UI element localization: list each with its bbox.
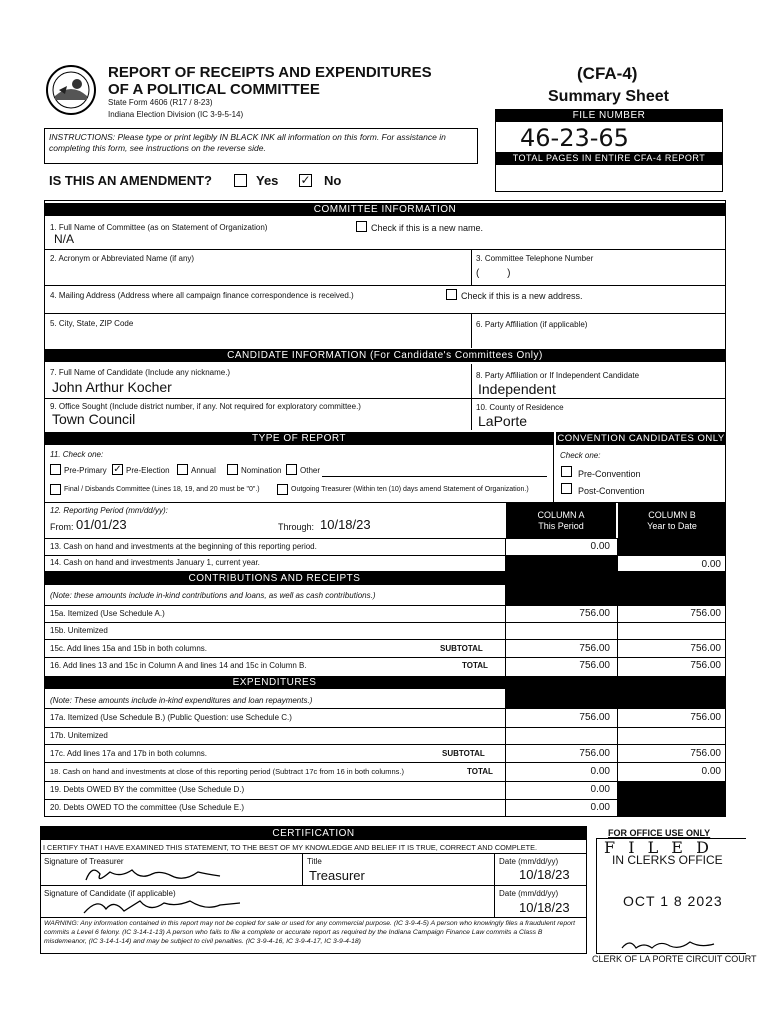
candidate-info-band: CANDIDATE INFORMATION (For Candidate's Committees Only) [44, 349, 726, 362]
treasurer-signature[interactable] [80, 862, 230, 886]
line13-col-a[interactable]: 0.00 [590, 541, 610, 552]
line14-col-a-blocked [506, 555, 617, 605]
certification-statement: I CERTIFY THAT I HAVE EXAMINED THIS STATEMENT, TO THE BEST OF MY KNOWLEDGE AND BELIEF IT IS TRUE, CORRECT AND COMPLETE. [43, 843, 537, 852]
county-value[interactable]: LaPorte [478, 413, 528, 429]
line14-col-b[interactable]: 0.00 [701, 559, 721, 570]
reporting-period-label: 12. Reporting Period (mm/dd/yy): [50, 506, 168, 515]
nomination-label: Nomination [241, 466, 282, 475]
pre-election-label: Pre-Election [126, 466, 170, 475]
contributions-band: CONTRIBUTIONS AND RECEIPTS [44, 572, 505, 585]
line18-col-a[interactable]: 0.00 [590, 766, 610, 777]
final-checkbox[interactable] [50, 484, 61, 495]
for-office-use-label: FOR OFFICE USE ONLY [608, 828, 711, 838]
total-pages-label: TOTAL PAGES IN ENTIRE CFA-4 REPORT [495, 152, 723, 165]
line15c-label: 15c. Add lines 15a and 15b in both columns. [50, 644, 207, 653]
field6-label: 6. Party Affiliation (if applicable) [476, 320, 588, 329]
line17c-subtotal-label: SUBTOTAL [442, 749, 485, 758]
check-one-label: 11. Check one: [50, 450, 104, 459]
line14-label: 14. Cash on hand and investments January 1, current year. [50, 558, 260, 567]
form-title-line2: OF A POLITICAL COMMITTEE [108, 81, 320, 98]
line20-label: 20. Debts OWED TO the committee (Use Schedule E.) [50, 803, 244, 812]
line16-total-label: TOTAL [462, 661, 488, 670]
field5-label: 5. City, State, ZIP Code [50, 319, 134, 328]
line13-label: 13. Cash on hand and investments at the beginning of this reporting period. [50, 542, 317, 551]
other-label: Other [300, 466, 321, 475]
treasurer-signature-label: Signature of Treasurer [44, 857, 124, 866]
line15a-label: 15a. Itemized (Use Schedule A.) [50, 609, 165, 618]
through-label: Through: [278, 522, 315, 532]
instructions-box [44, 128, 478, 164]
warning-text: WARNING: Any information contained in this report may not be copied for sale or used for any commercial purpose. (IC 3-9-4-5) A person who knowingly files a fraudulent report commits a Level 6 felony. (IC 3-14-1-13) A person who fails to file a complete or accurate report as required by the Indiana Campaign Finance Law commits a Class B misdemeanor, (IC 3-14-1-14) and may be subject to civil penalties. (IC 3-9-4-16, IC 3-9-4-17, IC 3-9-4-18) [44, 920, 576, 945]
line15a-col-b[interactable]: 756.00 [690, 608, 721, 619]
amendment-no-checkbox[interactable]: ✓ [300, 173, 311, 187]
outgoing-treasurer-checkbox[interactable] [277, 484, 288, 495]
file-number-value: 46-23-65 [520, 124, 629, 152]
field2-label: 2. Acronym or Abbreviated Name (if any) [50, 254, 195, 263]
line17a-col-a[interactable]: 756.00 [579, 712, 610, 723]
line19-col-a[interactable]: 0.00 [590, 784, 610, 795]
clerks-office-stamp: IN CLERKS OFFICE [612, 853, 723, 867]
line16-col-b[interactable]: 756.00 [690, 660, 721, 671]
line18-total-label: TOTAL [467, 767, 493, 776]
certification-band: CERTIFICATION [40, 827, 587, 840]
line15b-label: 15b. Unitemized [50, 626, 108, 635]
form-code: (CFA-4) [577, 64, 638, 83]
title-value[interactable]: Treasurer [309, 868, 365, 883]
type-of-report-band: TYPE OF REPORT [44, 432, 554, 445]
annual-label: Annual [191, 466, 216, 475]
field8-label: 8. Party Affiliation or If Independent Candidate [476, 371, 640, 380]
state-form-number: State Form 4606 (R17 / 8-23) [108, 98, 213, 107]
committee-phone-value[interactable]: ( ) [476, 268, 511, 279]
filed-stamp: F I L E D [604, 838, 713, 857]
column-b-subtitle: Year to Date [647, 521, 697, 531]
date2-label: Date (mm/dd/yy) [499, 889, 559, 898]
line15c-col-b[interactable]: 756.00 [690, 643, 721, 654]
field7-label: 7. Full Name of Candidate (Include any nickname.) [50, 368, 231, 377]
line15a-col-a[interactable]: 756.00 [579, 608, 610, 619]
filed-date-stamp: OCT 1 8 2023 [623, 893, 723, 909]
candidate-signature-label: Signature of Candidate (if applicable) [44, 889, 176, 898]
outgoing-treasurer-label: Outgoing Treasurer (Within ten (10) days amend Statement of Organization.) [291, 486, 529, 493]
instructions-text: INSTRUCTIONS: Please type or print legibly IN BLACK INK all information on this form. For assistance in completing this form, see instructions on the reverse side. [49, 132, 446, 153]
annual-checkbox[interactable] [177, 464, 188, 475]
line17b-label: 17b. Unitemized [50, 731, 108, 740]
office-sought-value[interactable]: Town Council [52, 411, 136, 427]
from-date-value[interactable]: 01/01/23 [76, 517, 127, 532]
summary-sheet-title: Summary Sheet [548, 88, 669, 105]
indiana-state-seal [45, 64, 97, 116]
expenditures-note: (Note: These amounts include in-kind expenditures and loan repayments.) [50, 696, 313, 705]
line15c-col-a[interactable]: 756.00 [579, 643, 610, 654]
date1-value[interactable]: 10/18/23 [519, 867, 570, 882]
title-label: Title [307, 857, 322, 866]
form-title-line1: REPORT OF RECEIPTS AND EXPENDITURES [108, 64, 432, 81]
amendment-question: IS THIS AN AMENDMENT? [49, 173, 212, 188]
new-address-label: Check if this is a new address. [461, 291, 583, 301]
amendment-yes-label: Yes [256, 173, 279, 188]
column-a-subtitle: This Period [538, 521, 584, 531]
line20-col-a[interactable]: 0.00 [590, 802, 610, 813]
field4-label: 4. Mailing Address (Address where all campaign finance correspondence is received.) [50, 291, 354, 300]
party-affiliation-value[interactable]: Independent [478, 381, 556, 397]
new-address-checkbox[interactable] [446, 289, 457, 300]
candidate-signature[interactable] [80, 893, 250, 917]
pre-convention-checkbox[interactable] [561, 466, 572, 477]
field1-label: 1. Full Name of Committee (as on Statement of Organization) [50, 223, 268, 232]
date1-label: Date (mm/dd/yy) [499, 857, 559, 866]
from-label: From: [50, 522, 74, 532]
pre-convention-label: Pre-Convention [578, 469, 641, 479]
pre-election-checkbox[interactable]: ✓ [113, 464, 122, 475]
column-b-title: COLUMN B [648, 510, 696, 520]
expenditures-band: EXPENDITURES [44, 676, 505, 689]
pre-primary-checkbox[interactable] [50, 464, 61, 475]
candidate-name-value[interactable]: John Arthur Kocher [52, 379, 172, 395]
clerk-title: CLERK OF LA PORTE CIRCUIT COURT [592, 954, 757, 964]
line16-col-a[interactable]: 756.00 [579, 660, 610, 671]
final-label: Final / Disbands Committee (Lines 18, 19, and 20 must be "0".) [64, 486, 260, 493]
line15c-subtotal-label: SUBTOTAL [440, 644, 483, 653]
line17a-col-b[interactable]: 756.00 [690, 712, 721, 723]
post-convention-label: Post-Convention [578, 486, 645, 496]
line16-label: 16. Add lines 13 and 15c in Column A and lines 14 and 15c in Column B. [50, 661, 307, 670]
new-name-checkbox[interactable] [356, 221, 367, 232]
file-number-label: FILE NUMBER [495, 109, 723, 122]
clerk-signature [618, 934, 718, 954]
other-checkbox[interactable] [286, 464, 297, 475]
line17a-label: 17a. Itemized (Use Schedule B.) (Public Question: use Schedule C.) [50, 713, 292, 722]
election-division: Indiana Election Division (IC 3-9-5-14) [108, 110, 244, 119]
field9-label: 9. Office Sought (Include district number, if any. Not required for exploratory committee.) [50, 402, 361, 411]
field3-label: 3. Committee Telephone Number [476, 254, 594, 263]
line18-col-b[interactable]: 0.00 [701, 766, 721, 777]
through-date-value[interactable]: 10/18/23 [320, 517, 371, 532]
column-a-title: COLUMN A [537, 510, 585, 520]
column-b-header [618, 502, 726, 538]
line13-col-b-blocked [618, 538, 726, 555]
pre-primary-label: Pre-Primary [64, 466, 107, 475]
amendment-no-label: No [324, 173, 342, 188]
line17c-label: 17c. Add lines 17a and 17b in both columns. [50, 749, 207, 758]
new-name-label: Check if this is a new name. [371, 223, 484, 233]
date2-value[interactable]: 10/18/23 [519, 900, 570, 915]
field10-label: 10. County of Residence [476, 403, 564, 412]
line19-label: 19. Debts OWED BY the committee (Use Schedule D.) [50, 785, 245, 794]
committee-info-band: COMMITTEE INFORMATION [44, 203, 726, 216]
contributions-note: (Note: these amounts include in-kind contributions and loans, as well as cash contributions.) [50, 591, 376, 600]
nomination-checkbox[interactable] [227, 464, 238, 475]
amendment-yes-checkbox[interactable] [234, 174, 247, 187]
post-convention-checkbox[interactable] [561, 483, 572, 494]
convention-check-one: Check one: [560, 451, 601, 460]
line17c-col-b[interactable]: 756.00 [690, 748, 721, 759]
column-a-header [506, 502, 616, 538]
convention-candidates-band: CONVENTION CANDIDATES ONLY [557, 433, 725, 444]
line18-label: 18. Cash on hand and investments at close of this reporting period (Subtract 17c from 16 in both columns.) [50, 767, 404, 776]
line17c-col-a[interactable]: 756.00 [579, 748, 610, 759]
committee-name-value[interactable]: N/A [54, 232, 75, 246]
